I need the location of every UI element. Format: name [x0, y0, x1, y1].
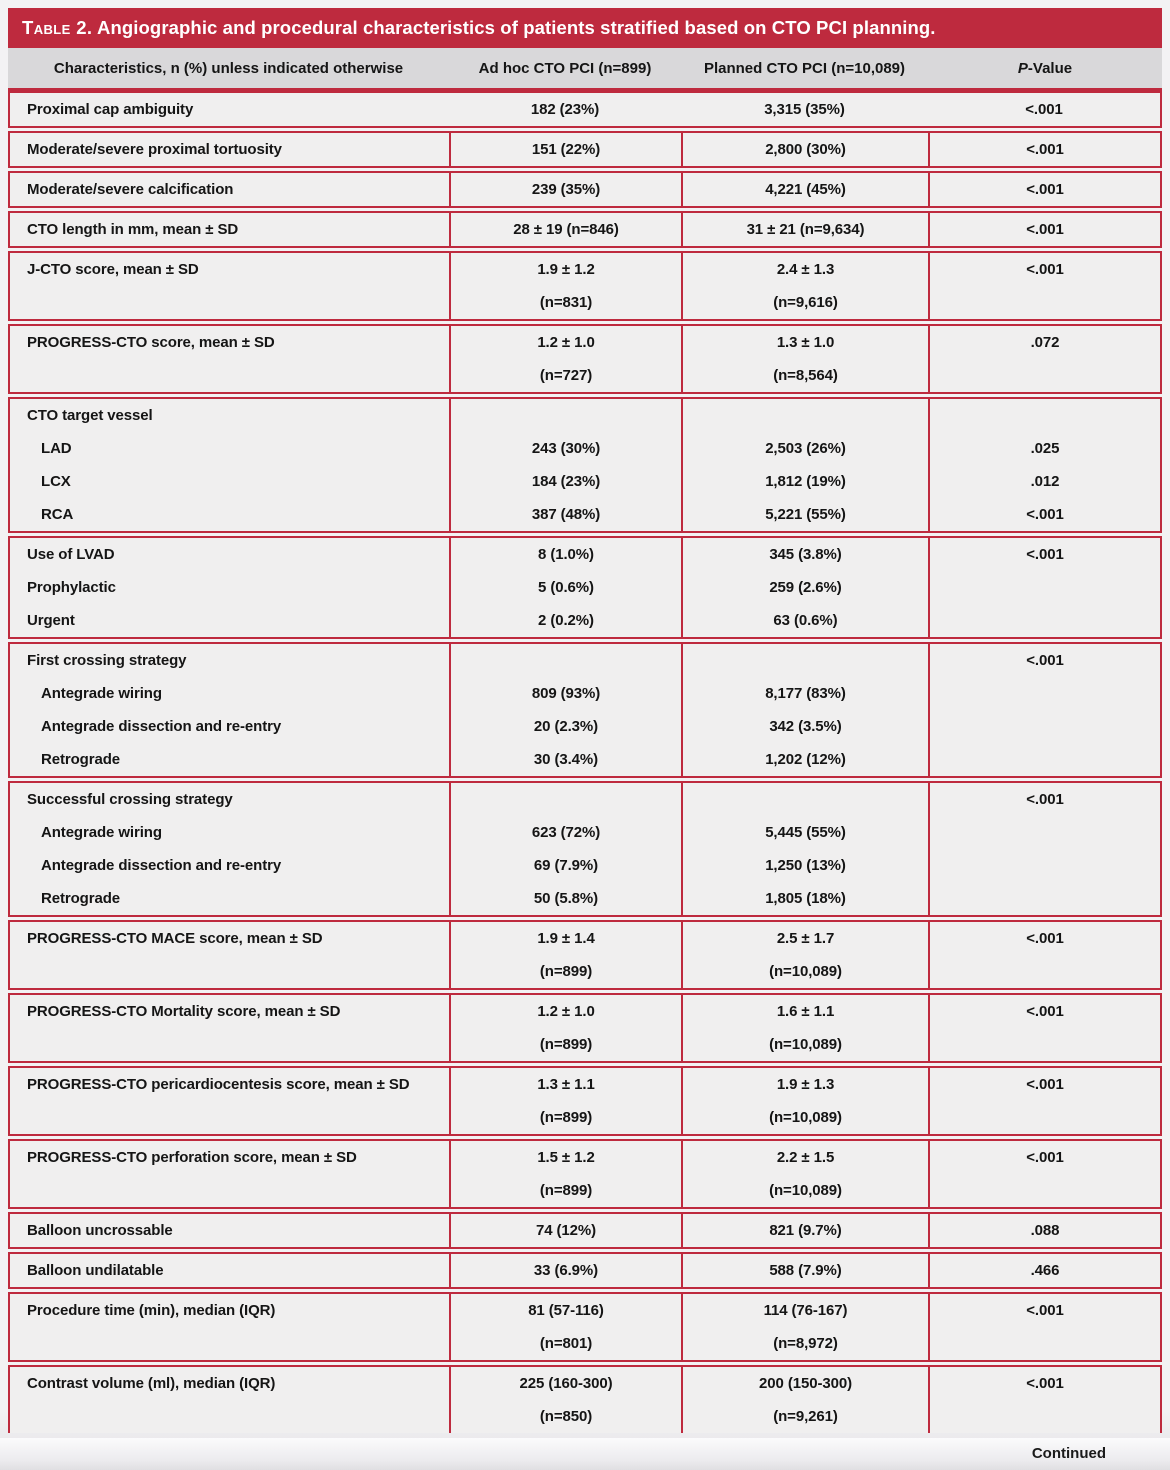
planned-value-line: 259 (2.6%) — [769, 579, 842, 596]
p-value-cell: .025 — [928, 432, 1160, 465]
row-label: Moderate/severe calcification — [27, 181, 234, 198]
planned-value-cell — [681, 1254, 928, 1287]
p-value-cell: <.001 — [928, 1141, 1160, 1207]
adhoc-value-line: 81 (57-116) — [528, 1302, 604, 1319]
row-label: PROGRESS-CTO score, mean ± SD — [27, 334, 275, 351]
planned-value-cell — [681, 326, 928, 392]
planned-value-line: 1.3 ± 1.0 — [776, 334, 835, 351]
planned-value-line: 3,315 (35%) — [764, 101, 845, 118]
adhoc-value-line: (n=850) — [539, 1408, 593, 1425]
adhoc-value-cell — [449, 133, 681, 166]
row-group — [8, 397, 1162, 533]
row-label: First crossing strategy — [27, 652, 187, 669]
p-value-cell — [928, 710, 1160, 743]
adhoc-value-cell — [449, 213, 681, 246]
row-label: Prophylactic — [27, 579, 116, 596]
adhoc-value-cell — [449, 173, 681, 206]
adhoc-value-line: 28 ± 19 (n=846) — [513, 221, 619, 238]
table-row — [10, 1294, 1160, 1360]
p-value-cell: <.001 — [1025, 101, 1063, 118]
adhoc-value-cell — [449, 253, 681, 319]
planned-value-line: 821 (9.7%) — [769, 1222, 842, 1239]
planned-value-cell — [681, 1214, 928, 1247]
adhoc-value-line: (n=899) — [539, 1109, 593, 1126]
row-group — [8, 1066, 1162, 1136]
adhoc-value-line: 809 (93%) — [531, 685, 601, 702]
adhoc-value-cell — [449, 922, 681, 988]
table-row — [10, 173, 1160, 206]
p-value-cell: <.001 — [928, 922, 1160, 988]
row-group — [8, 171, 1162, 208]
row-label: CTO length in mm, mean ± SD — [27, 221, 239, 238]
continued-label: Continued — [1031, 1445, 1106, 1462]
row-group — [8, 1292, 1162, 1362]
table-row — [10, 882, 1160, 915]
row-group — [8, 91, 1162, 128]
row-label: LCX — [41, 473, 71, 490]
planned-value-cell — [681, 710, 928, 743]
p-value-cell — [928, 677, 1160, 710]
column-header-row — [8, 48, 1162, 91]
p-value-cell: <.001 — [928, 783, 1160, 816]
table-row — [10, 816, 1160, 849]
column-header-characteristics: Characteristics, n (%) unless indicated otherwise — [53, 59, 404, 77]
table-row — [10, 677, 1160, 710]
adhoc-value-cell — [449, 710, 681, 743]
planned-value-line: 2.2 ± 1.5 — [776, 1149, 835, 1166]
planned-value-line: 1,250 (13%) — [765, 857, 846, 874]
row-label: Antegrade dissection and re-entry — [41, 857, 282, 874]
table-row — [10, 571, 1160, 604]
p-value-cell — [928, 571, 1160, 604]
planned-value-cell — [681, 538, 928, 571]
adhoc-value-cell — [449, 538, 681, 571]
p-value-cell: .466 — [928, 1254, 1160, 1287]
p-value-cell: .072 — [928, 326, 1160, 392]
row-group — [8, 993, 1162, 1063]
adhoc-value-cell — [449, 1214, 681, 1247]
row-group — [8, 781, 1162, 917]
planned-value-line: 1.6 ± 1.1 — [776, 1003, 835, 1020]
planned-value-line: 2,800 (30%) — [765, 141, 846, 158]
adhoc-value-cell — [449, 783, 681, 816]
planned-value-cell — [681, 849, 928, 882]
table-row — [10, 432, 1160, 465]
planned-value-line: 5,221 (55%) — [765, 506, 846, 523]
row-label: PROGRESS-CTO pericardiocentesis score, mean ± SD — [27, 1076, 410, 1093]
table-2 — [8, 8, 1162, 1433]
row-group — [8, 211, 1162, 248]
planned-value-line: 8,177 (83%) — [765, 685, 846, 702]
planned-value-line: 588 (7.9%) — [769, 1262, 842, 1279]
table-row — [10, 995, 1160, 1061]
planned-value-cell — [681, 743, 928, 776]
adhoc-value-cell — [449, 849, 681, 882]
p-value-cell: <.001 — [928, 1294, 1160, 1360]
adhoc-value-cell — [449, 1068, 681, 1134]
p-value-cell: <.001 — [928, 995, 1160, 1061]
adhoc-value-line — [451, 644, 681, 677]
column-header-pvalue — [928, 60, 1162, 77]
table-row — [10, 399, 1160, 432]
adhoc-value-line — [451, 399, 681, 432]
p-value-rest: -Value — [1027, 59, 1073, 77]
row-label: Antegrade dissection and re-entry — [41, 718, 282, 735]
planned-value-line: 1,812 (19%) — [765, 473, 846, 490]
row-label: Antegrade wiring — [41, 685, 162, 702]
planned-value-cell — [681, 644, 928, 677]
row-label: Use of LVAD — [27, 546, 115, 563]
column-header-adhoc: Ad hoc CTO PCI (n=899) — [478, 59, 652, 77]
row-group — [8, 1212, 1162, 1249]
adhoc-value-line: (n=831) — [539, 294, 593, 311]
p-value-cell: <.001 — [928, 1367, 1160, 1433]
p-value-cell: <.001 — [928, 253, 1160, 319]
adhoc-value-line: 1.9 ± 1.2 — [537, 261, 595, 278]
row-group — [8, 1252, 1162, 1289]
adhoc-value-line: (n=727) — [539, 367, 593, 384]
row-group — [8, 1139, 1162, 1209]
planned-value-line: (n=10,089) — [769, 1182, 842, 1199]
table-title-bar — [8, 8, 1162, 48]
adhoc-value-line: 1.3 ± 1.1 — [537, 1076, 595, 1093]
table-row — [10, 644, 1160, 677]
table-row — [10, 538, 1160, 571]
adhoc-value-line: 239 (35%) — [531, 181, 601, 198]
planned-value-cell — [681, 173, 928, 206]
adhoc-value-line: 2 (0.2%) — [538, 612, 594, 629]
adhoc-value-line: 184 (23%) — [531, 473, 601, 490]
table-row — [10, 326, 1160, 392]
adhoc-value-line: 623 (72%) — [531, 824, 601, 841]
planned-value-cell — [681, 995, 928, 1061]
planned-value-line: 1.9 ± 1.3 — [776, 1076, 835, 1093]
planned-value-cell — [681, 1294, 928, 1360]
row-label: Proximal cap ambiguity — [27, 101, 194, 118]
p-value-cell — [928, 399, 1160, 432]
adhoc-value-line: 1.9 ± 1.4 — [537, 930, 595, 947]
p-value-cell: <.001 — [928, 538, 1160, 571]
planned-value-cell — [681, 432, 928, 465]
row-label: Retrograde — [41, 751, 121, 768]
table-row — [10, 93, 1160, 126]
row-label: Moderate/severe proximal tortuosity — [27, 141, 282, 158]
planned-value-line: 345 (3.8%) — [769, 546, 842, 563]
planned-value-cell — [681, 93, 928, 126]
adhoc-value-cell — [449, 1367, 681, 1433]
planned-value-line: 63 (0.6%) — [773, 612, 838, 629]
adhoc-value-line: 1.5 ± 1.2 — [537, 1149, 595, 1166]
planned-value-line: 1,805 (18%) — [765, 890, 846, 907]
column-header-planned: Planned CTO PCI (n=10,089) — [703, 59, 906, 77]
row-label: CTO target vessel — [27, 407, 153, 424]
p-value-cell: <.001 — [928, 1068, 1160, 1134]
planned-value-cell — [681, 399, 928, 432]
row-label: J-CTO score, mean ± SD — [27, 261, 199, 278]
planned-value-cell — [681, 816, 928, 849]
footer-band — [0, 1438, 1170, 1470]
adhoc-value-line: 74 (12%) — [535, 1222, 597, 1239]
row-label: Contrast volume (ml), median (IQR) — [27, 1375, 276, 1392]
adhoc-value-cell — [449, 677, 681, 710]
planned-value-line: 2.5 ± 1.7 — [776, 930, 835, 947]
row-label: PROGRESS-CTO perforation score, mean ± SD — [27, 1149, 357, 1166]
adhoc-value-cell — [449, 93, 681, 126]
planned-value-line: 1,202 (12%) — [765, 751, 846, 768]
row-group — [8, 131, 1162, 168]
adhoc-value-line: 243 (30%) — [531, 440, 601, 457]
planned-value-cell — [681, 1367, 928, 1433]
adhoc-value-cell — [449, 995, 681, 1061]
planned-value-line: (n=8,564) — [773, 367, 838, 384]
row-group — [8, 324, 1162, 394]
adhoc-value-line: 5 (0.6%) — [538, 579, 594, 596]
planned-value-line: 4,221 (45%) — [765, 181, 846, 198]
table-row — [10, 922, 1160, 988]
planned-value-line: (n=9,616) — [773, 294, 838, 311]
adhoc-value-line: (n=899) — [539, 1182, 593, 1199]
p-value-cell — [928, 816, 1160, 849]
planned-value-line — [683, 783, 928, 816]
adhoc-value-line: 182 (23%) — [530, 101, 600, 118]
adhoc-value-cell — [449, 1141, 681, 1207]
row-group — [8, 251, 1162, 321]
planned-value-line: (n=9,261) — [773, 1408, 838, 1425]
p-value-cell — [928, 604, 1160, 637]
row-label: PROGRESS-CTO MACE score, mean ± SD — [27, 930, 323, 947]
adhoc-value-line: 1.2 ± 1.0 — [537, 334, 595, 351]
planned-value-line: 5,445 (55%) — [765, 824, 846, 841]
adhoc-value-cell — [449, 743, 681, 776]
row-label: Urgent — [27, 612, 75, 629]
adhoc-value-line: 33 (6.9%) — [533, 1262, 599, 1279]
p-value-cell — [928, 849, 1160, 882]
planned-value-cell — [681, 882, 928, 915]
adhoc-value-cell — [449, 498, 681, 531]
row-label: RCA — [41, 506, 74, 523]
adhoc-value-line: 20 (2.3%) — [533, 718, 599, 735]
p-value-cell: <.001 — [928, 213, 1160, 246]
row-group — [8, 1365, 1162, 1433]
p-value-cell: .088 — [928, 1214, 1160, 1247]
p-value-cell: <.001 — [928, 133, 1160, 166]
adhoc-value-line: 69 (7.9%) — [533, 857, 599, 874]
table-row — [10, 710, 1160, 743]
table-row — [10, 604, 1160, 637]
adhoc-value-line: 1.2 ± 1.0 — [537, 1003, 595, 1020]
planned-value-cell — [681, 677, 928, 710]
planned-value-line: 114 (76-167) — [763, 1302, 848, 1319]
planned-value-line: (n=10,089) — [769, 1036, 842, 1053]
planned-value-cell — [681, 1068, 928, 1134]
table-row — [10, 1367, 1160, 1433]
adhoc-value-line: 387 (48%) — [531, 506, 601, 523]
table-row — [10, 849, 1160, 882]
planned-value-cell — [681, 604, 928, 637]
table-row — [10, 133, 1160, 166]
table-row — [10, 1068, 1160, 1134]
planned-value-cell — [681, 922, 928, 988]
p-value-cell — [928, 882, 1160, 915]
p-value-cell — [928, 743, 1160, 776]
p-value-cell: <.001 — [928, 498, 1160, 531]
row-label: PROGRESS-CTO Mortality score, mean ± SD — [27, 1003, 341, 1020]
p-value-italic-p: P — [1017, 59, 1028, 77]
row-label: Procedure time (min), median (IQR) — [27, 1302, 276, 1319]
table-row — [10, 213, 1160, 246]
adhoc-value-cell — [449, 882, 681, 915]
table-row — [10, 253, 1160, 319]
planned-value-line — [683, 644, 928, 677]
adhoc-value-line — [451, 783, 681, 816]
table-row — [10, 1254, 1160, 1287]
planned-value-cell — [681, 213, 928, 246]
planned-value-line: (n=10,089) — [769, 963, 842, 980]
adhoc-value-cell — [449, 399, 681, 432]
table-row — [10, 498, 1160, 531]
p-value-cell: .012 — [928, 465, 1160, 498]
planned-value-line — [683, 399, 928, 432]
adhoc-value-line: 50 (5.8%) — [533, 890, 599, 907]
adhoc-value-line: 30 (3.4%) — [533, 751, 599, 768]
table-row — [10, 1141, 1160, 1207]
adhoc-value-cell — [449, 644, 681, 677]
adhoc-value-cell — [449, 432, 681, 465]
row-label: Balloon uncrossable — [27, 1222, 173, 1239]
planned-value-cell — [681, 253, 928, 319]
adhoc-value-cell — [449, 326, 681, 392]
adhoc-value-cell — [449, 571, 681, 604]
p-value-cell: <.001 — [928, 173, 1160, 206]
row-label: Retrograde — [41, 890, 121, 907]
adhoc-value-line: 8 (1.0%) — [538, 546, 594, 563]
adhoc-value-line: (n=801) — [539, 1335, 593, 1352]
planned-value-line: 2.4 ± 1.3 — [776, 261, 835, 278]
row-label: Successful crossing strategy — [27, 791, 233, 808]
planned-value-line: (n=10,089) — [769, 1109, 842, 1126]
adhoc-value-cell — [449, 465, 681, 498]
adhoc-value-line: 225 (160-300) — [519, 1375, 613, 1392]
planned-value-line: 2,503 (26%) — [765, 440, 846, 457]
planned-value-line: 200 (150-300) — [759, 1375, 852, 1392]
row-group — [8, 536, 1162, 639]
row-group — [8, 642, 1162, 778]
table-row — [10, 743, 1160, 776]
adhoc-value-cell — [449, 816, 681, 849]
table-number-label: Table 2. — [22, 17, 93, 38]
table-title-text: Angiographic and procedural characteristics of patients stratified based on CTO PCI planning. — [92, 17, 936, 38]
adhoc-value-cell — [449, 1254, 681, 1287]
table-row — [10, 465, 1160, 498]
planned-value-cell — [681, 783, 928, 816]
planned-value-cell — [681, 133, 928, 166]
row-group — [8, 920, 1162, 990]
adhoc-value-line: (n=899) — [539, 1036, 593, 1053]
planned-value-line: 342 (3.5%) — [769, 718, 842, 735]
adhoc-value-line: 151 (22%) — [531, 141, 601, 158]
adhoc-value-cell — [449, 604, 681, 637]
planned-value-line: 31 ± 21 (n=9,634) — [746, 221, 865, 238]
adhoc-value-line: (n=899) — [539, 963, 593, 980]
row-label: Antegrade wiring — [41, 824, 162, 841]
table-row — [10, 783, 1160, 816]
planned-value-cell — [681, 1141, 928, 1207]
planned-value-cell — [681, 571, 928, 604]
p-value-cell: <.001 — [928, 644, 1160, 677]
row-label: Balloon undilatable — [27, 1262, 164, 1279]
planned-value-line: (n=8,972) — [773, 1335, 838, 1352]
adhoc-value-cell — [449, 1294, 681, 1360]
planned-value-cell — [681, 498, 928, 531]
table-groups — [8, 91, 1162, 1433]
planned-value-cell — [681, 465, 928, 498]
table-row — [10, 1214, 1160, 1247]
row-label: LAD — [41, 440, 72, 457]
